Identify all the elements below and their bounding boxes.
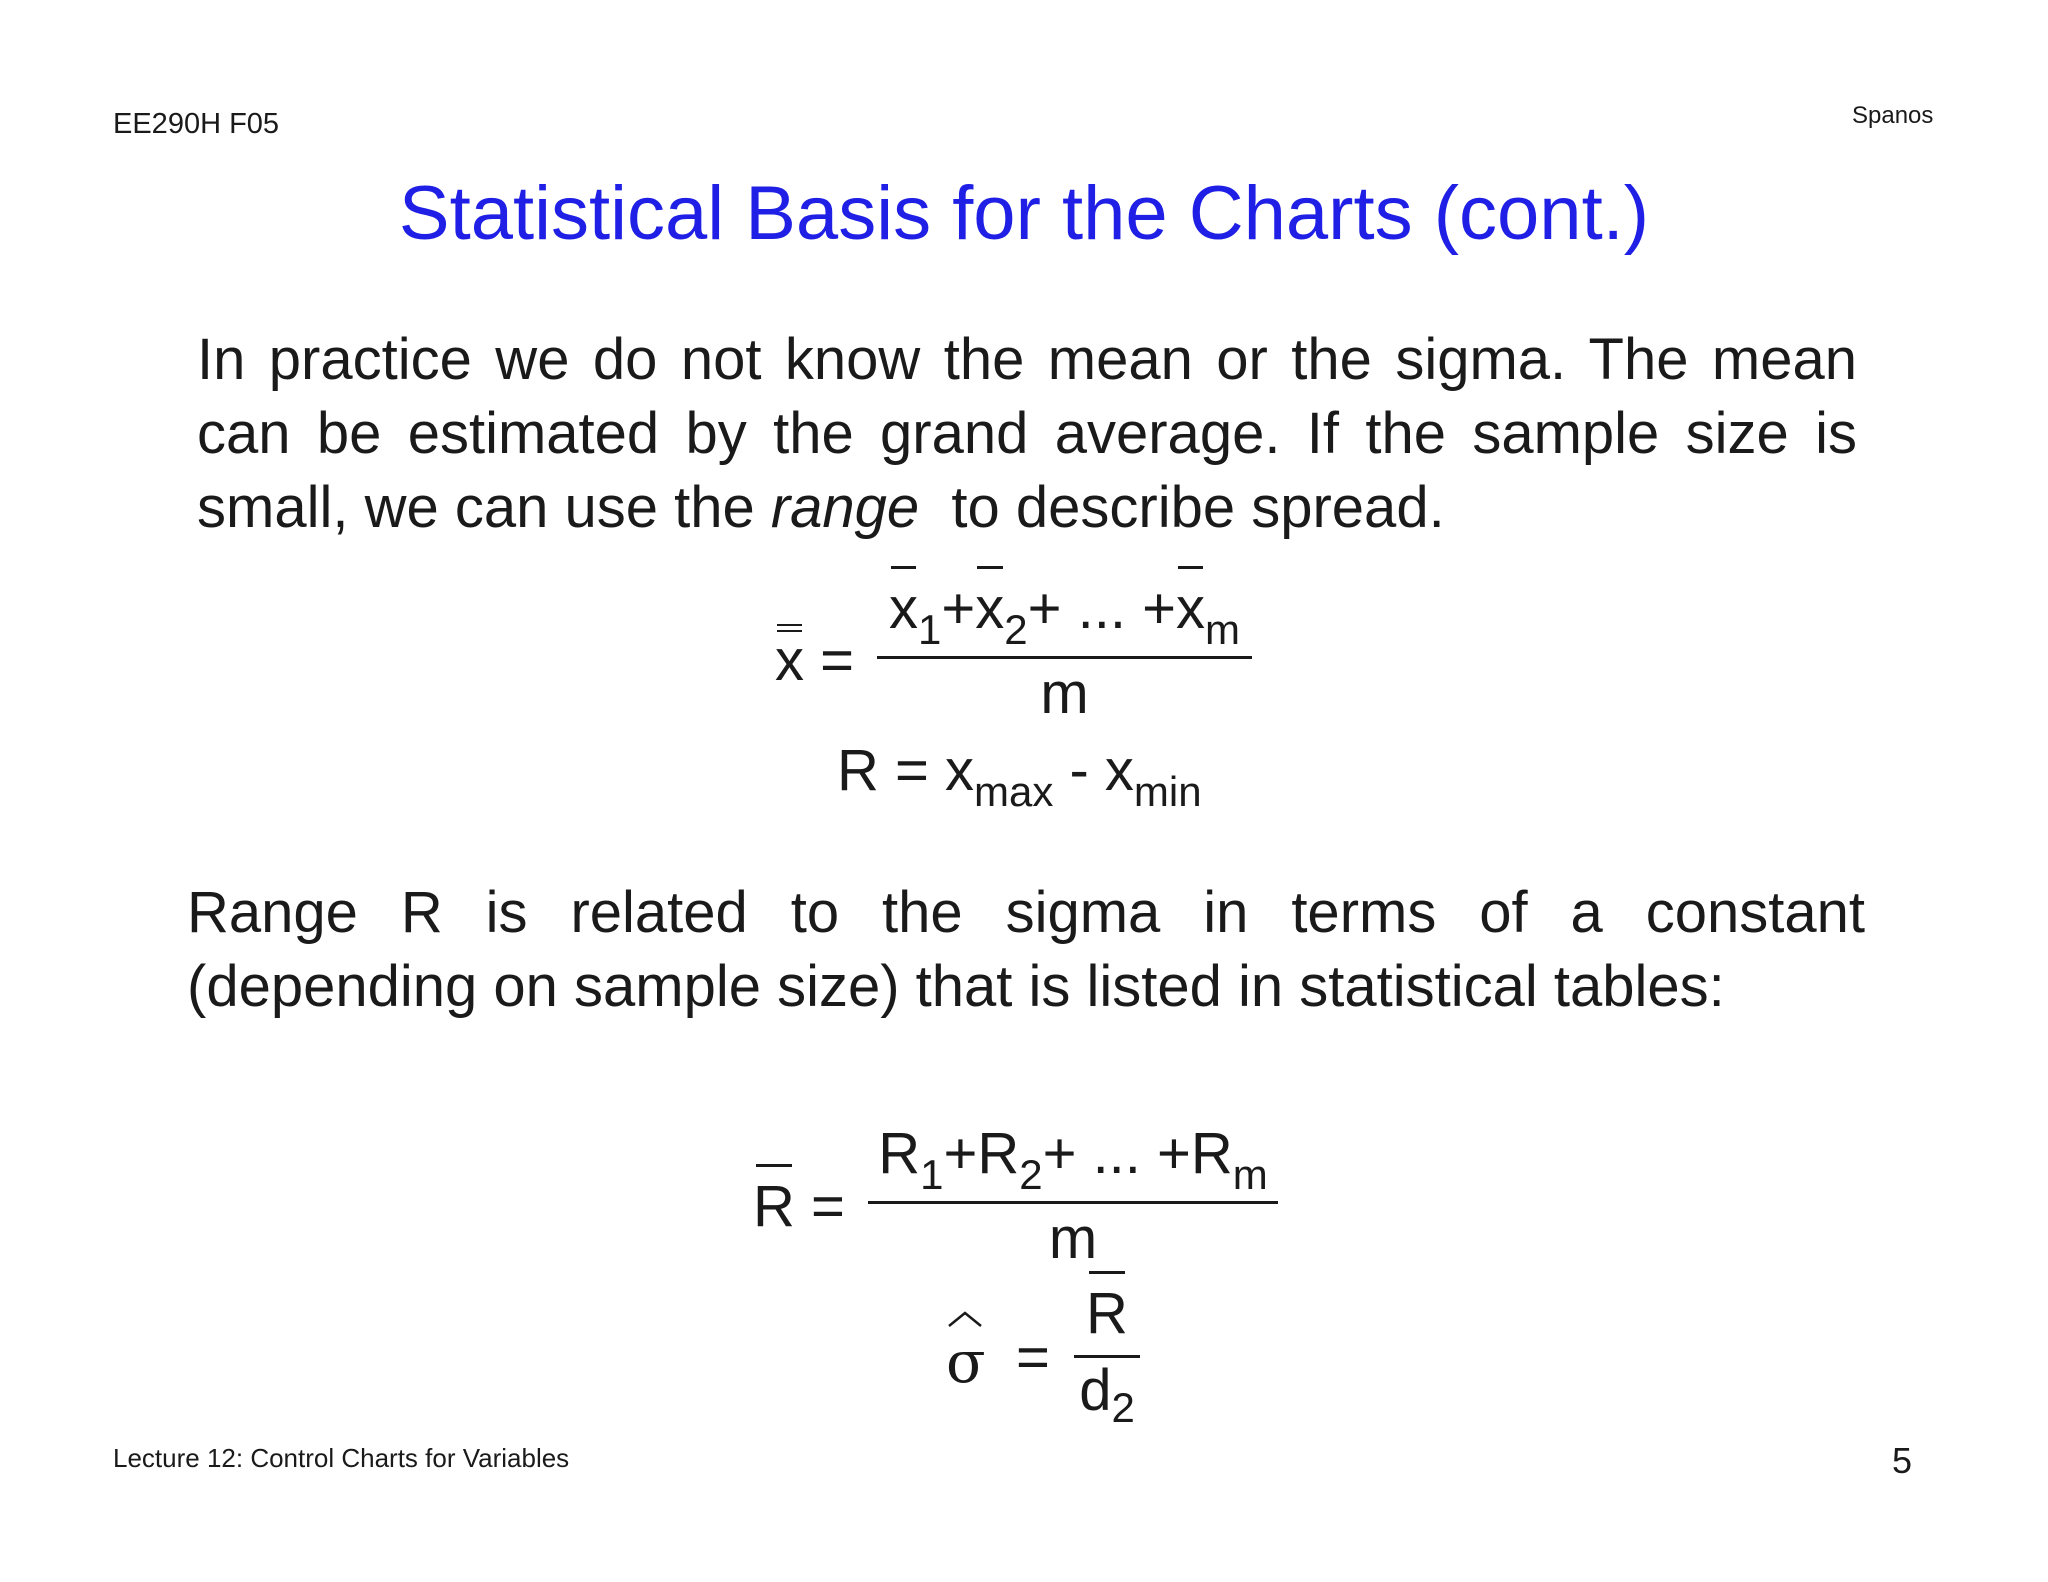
r1-term: R <box>878 1121 921 1186</box>
x-double-bar: x <box>775 628 804 693</box>
range-lhs: R = x <box>837 738 974 803</box>
sigma-symbol <box>946 1328 986 1396</box>
range-paragraph: Range R is related to the sigma in terms of a constant (depending on sample size) that is listed in statistical tables: <box>187 880 1865 1019</box>
sigma-fraction <box>1074 1281 1140 1431</box>
grand-average-formula <box>775 576 1275 730</box>
range-formula <box>837 738 1202 815</box>
r-bar: R <box>753 1174 795 1239</box>
fraction-bar <box>868 1201 1278 1204</box>
grand-average-numerator <box>877 576 1252 653</box>
average-range-formula <box>750 1121 1290 1275</box>
intro-text-after: to describe spread. <box>919 475 1445 540</box>
sub-2: 2 <box>1019 1151 1043 1198</box>
sigma-hat <box>946 1328 986 1396</box>
hat-accent-icon <box>948 1311 982 1327</box>
average-range-denominator: m <box>1048 1206 1098 1271</box>
x1-bar: x <box>889 576 919 641</box>
average-range-fraction <box>868 1121 1278 1271</box>
d-term: d <box>1079 1358 1112 1423</box>
fraction-bar <box>877 656 1252 659</box>
sigma-denominator <box>1074 1358 1140 1431</box>
intro-paragraph <box>197 323 1857 545</box>
sub-m: m <box>1232 1151 1268 1198</box>
sub-max: max <box>974 768 1054 815</box>
sub-2: 2 <box>1004 606 1028 653</box>
page-number: 5 <box>1892 1440 1913 1481</box>
author-name: Spanos <box>1852 102 1934 129</box>
equals-sign: = <box>1016 1325 1050 1390</box>
grand-average-lhs <box>775 628 854 693</box>
xm-bar: x <box>1175 576 1205 641</box>
sub-m: m <box>1204 606 1240 653</box>
equals-sign: = <box>820 628 854 693</box>
sigma-numerator <box>1074 1281 1140 1346</box>
plus-sign: + <box>943 1121 978 1186</box>
grand-average-denominator: m <box>1040 661 1089 726</box>
r2-term: R <box>977 1121 1020 1186</box>
sigma-estimate-formula <box>940 1281 1200 1431</box>
sub-2: 2 <box>1111 1384 1135 1431</box>
slide-title: Statistical Basis for the Charts (cont.) <box>398 171 1650 256</box>
sub-min: min <box>1133 768 1202 815</box>
equals-sign: = <box>811 1174 845 1239</box>
ellipsis-term: + ... + <box>1042 1121 1191 1186</box>
sub-1: 1 <box>918 606 942 653</box>
ellipsis-term: + ... + <box>1027 576 1176 641</box>
sigma-letter: σ <box>946 1328 986 1396</box>
range-minus: - x <box>1053 738 1134 803</box>
x2-bar: x <box>975 576 1005 641</box>
intro-text-before: In practice we do not know the mean or the sigma. The mean can be estimated by the grand average. If the sample size is small, we can use the <box>197 327 1857 540</box>
r-bar: R <box>1086 1281 1128 1346</box>
average-range-lhs <box>753 1174 845 1239</box>
lecture-title: Lecture 12: Control Charts for Variables <box>113 1443 570 1473</box>
average-range-numerator <box>868 1121 1278 1198</box>
sub-1: 1 <box>920 1151 944 1198</box>
intro-text-emphasis: range <box>770 475 920 540</box>
grand-average-fraction <box>877 576 1252 726</box>
plus-sign: + <box>941 576 976 641</box>
course-code: EE290H F05 <box>113 108 280 140</box>
rm-term: R <box>1190 1121 1233 1186</box>
